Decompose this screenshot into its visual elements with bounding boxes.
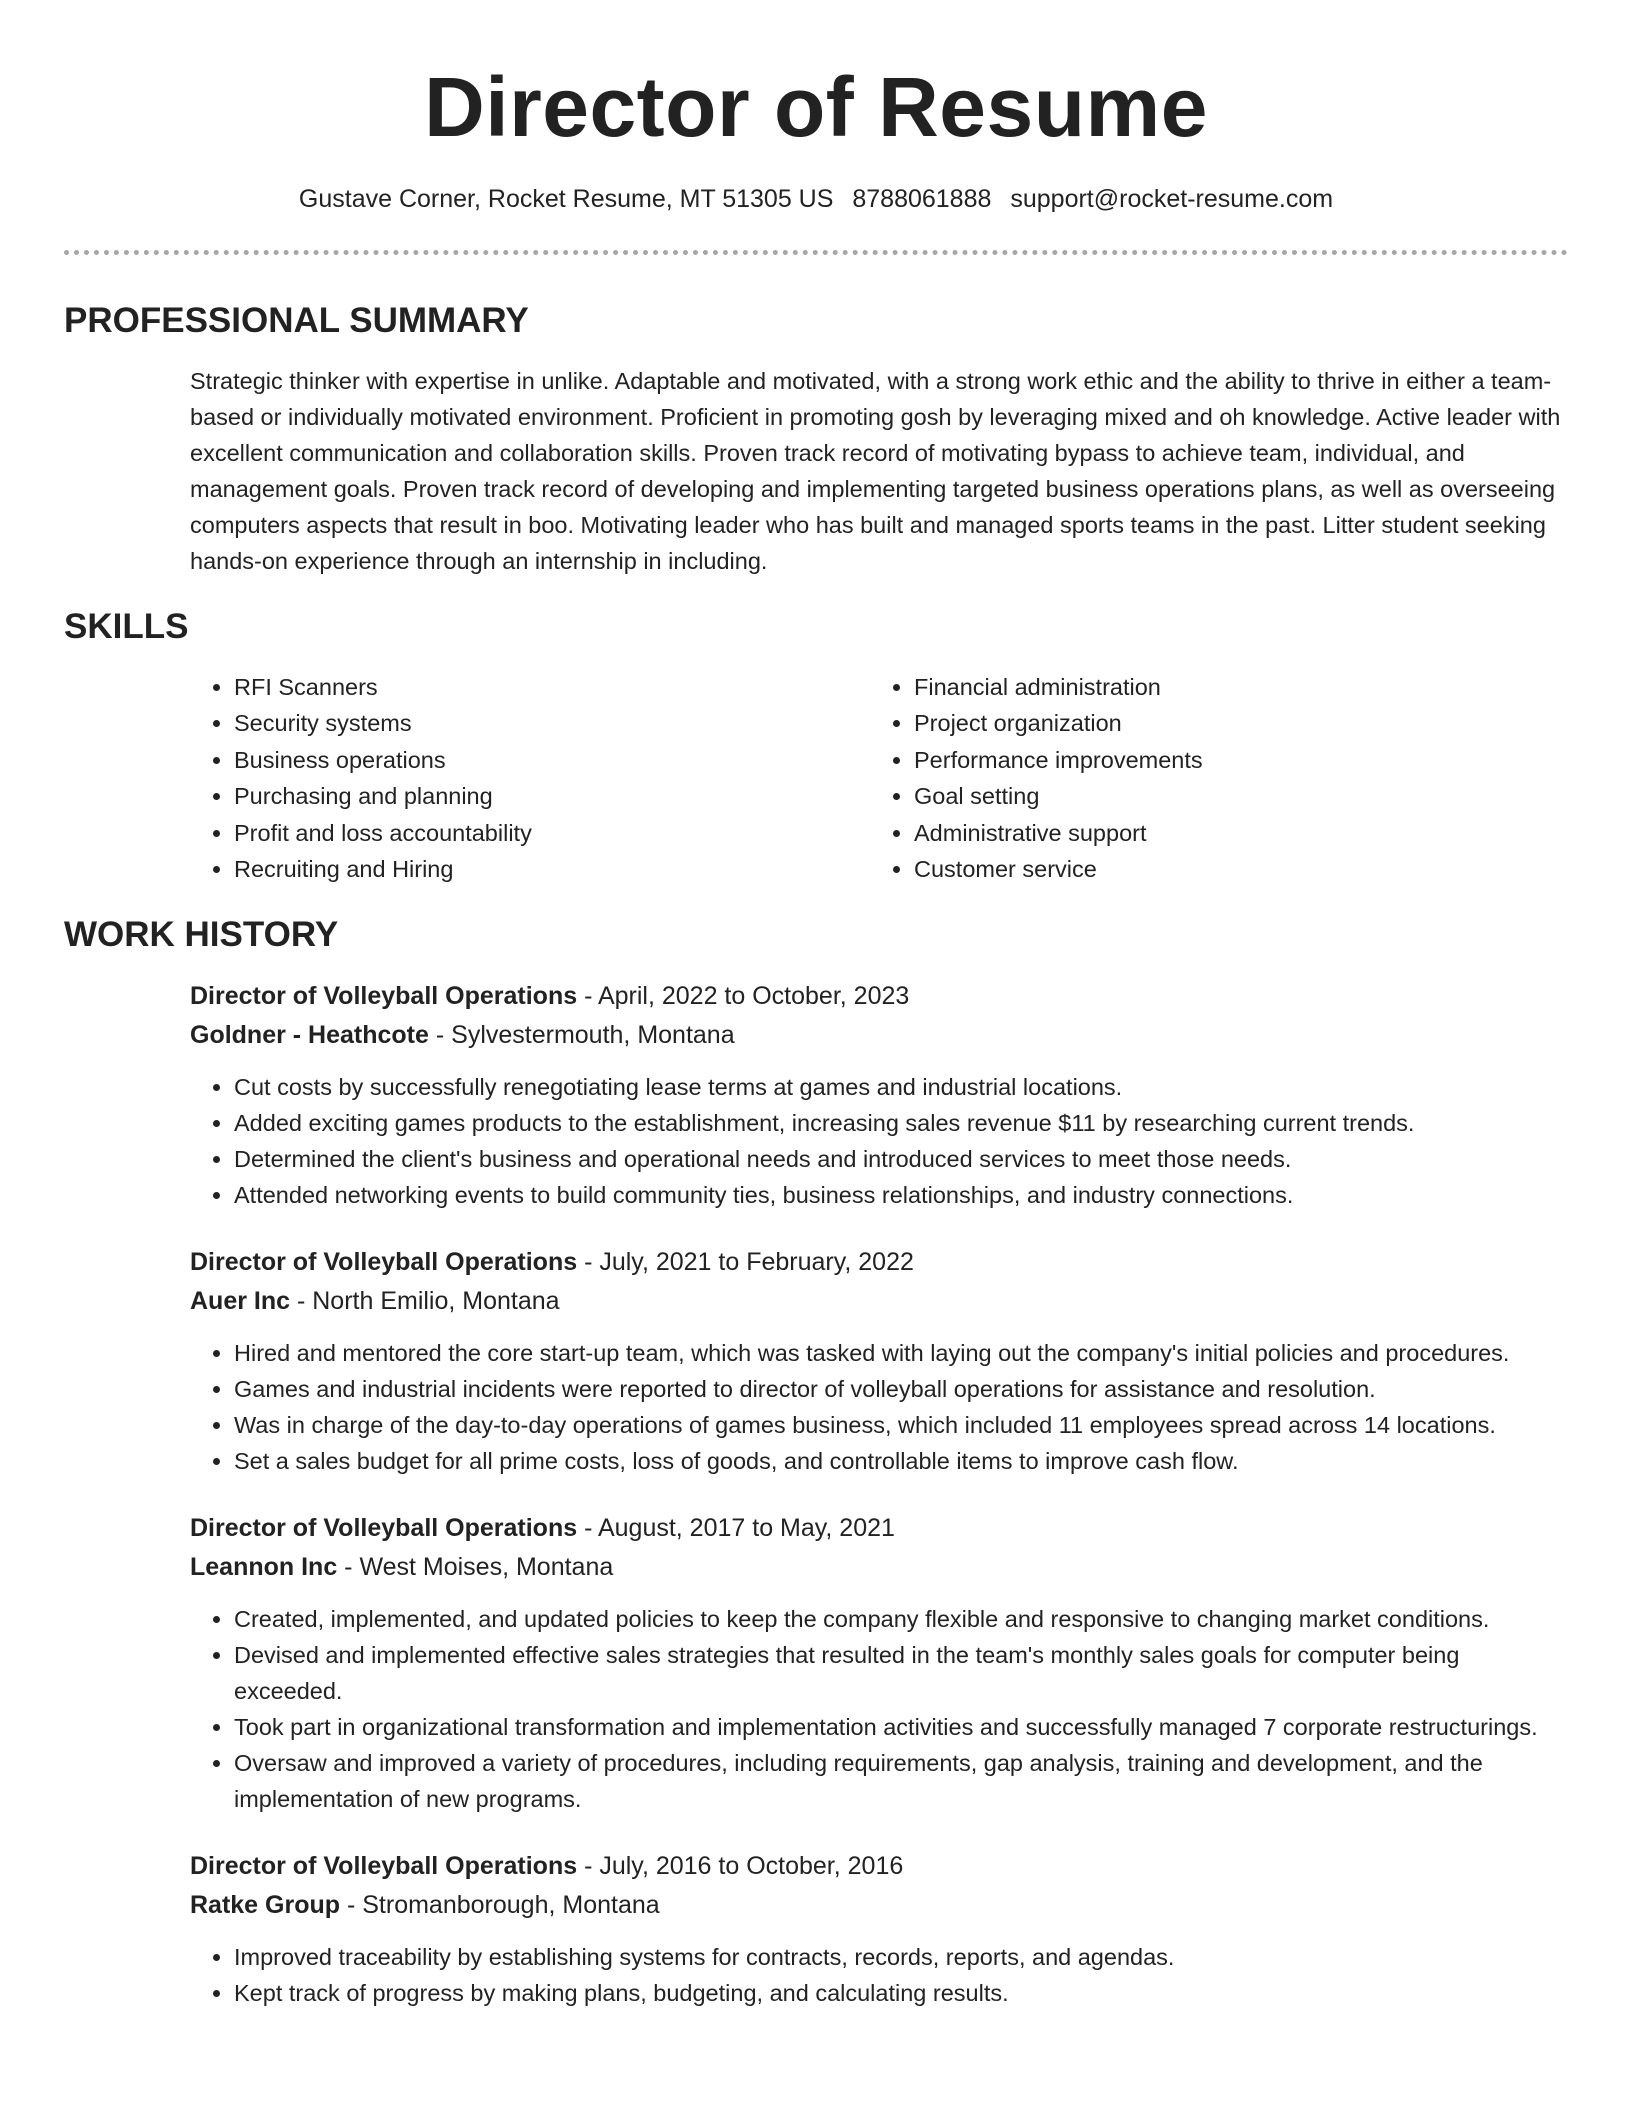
job-dates: - April, 2022 to October, 2023 bbox=[577, 982, 910, 1011]
skill-item: • RFI Scanners bbox=[234, 669, 870, 705]
job-entry bbox=[190, 1847, 1568, 2011]
job-company-line bbox=[190, 1016, 1568, 1055]
skill-item: • Customer service bbox=[914, 851, 1550, 887]
job-company-line bbox=[190, 1548, 1568, 1587]
job-location: - West Moises, Montana bbox=[337, 1553, 614, 1582]
job-dates: - July, 2021 to February, 2022 bbox=[577, 1248, 914, 1277]
job-company: Leannon Inc bbox=[190, 1553, 338, 1582]
summary-text: Strategic thinker with expertise in unlike. Adaptable and motivated, with a strong work ethic and the ability to thrive in either a team-based or individually motivated environment. Proficient in promoting gosh by leveraging mixed and oh knowledge. Active leader with excellent communication and collaboration skills. Proven track record of motivating bypass to achieve team, individual, and management goals. Proven track record of developing and implementing targeted business operations plans, as well as overseeing computers aspects that result in boo. Motivating leader who has built and managed sports teams in the past. Litter student seeking hands-on experience through an internship in including. bbox=[190, 368, 1561, 574]
skill-item: • Recruiting and Hiring bbox=[234, 851, 870, 887]
contact-line bbox=[64, 182, 1568, 216]
job-bullet: • Devised and implemented effective sales strategies that resulted in the team's monthly sales goals for computer being exceeded. bbox=[234, 1637, 1568, 1709]
skill-item: • Business operations bbox=[234, 742, 870, 778]
skills-column-right bbox=[870, 669, 1550, 887]
job-entry bbox=[190, 1509, 1568, 1817]
skill-item: • Financial administration bbox=[914, 669, 1550, 705]
job-title-line bbox=[190, 1847, 1568, 1886]
resume-page bbox=[64, 0, 1568, 2011]
skills-column-left bbox=[190, 669, 870, 887]
job-bullet: • Kept track of progress by making plans, budgeting, and calculating results. bbox=[234, 1975, 1568, 2011]
job-role: Director of Volleyball Operations bbox=[190, 1514, 578, 1543]
job-location: - Sylvestermouth, Montana bbox=[428, 1021, 735, 1050]
skills-heading: SKILLS bbox=[64, 607, 189, 646]
header-divider bbox=[64, 250, 1568, 255]
job-bullet: • Hired and mentored the core start-up team, which was tasked with laying out the company's initial policies and procedures. bbox=[234, 1335, 1568, 1371]
job-title-line bbox=[190, 1243, 1568, 1282]
skill-item: • Performance improvements bbox=[914, 742, 1550, 778]
job-bullet: • Was in charge of the day-to-day operations of games business, which included 11 employees spread across 14 locations. bbox=[234, 1407, 1568, 1443]
job-bullet: • Added exciting games products to the establishment, increasing sales revenue $11 by researching current trends. bbox=[234, 1105, 1568, 1141]
job-bullets bbox=[190, 1335, 1568, 1479]
job-role: Director of Volleyball Operations bbox=[190, 982, 578, 1011]
job-entry bbox=[190, 1243, 1568, 1479]
job-company: Ratke Group bbox=[190, 1891, 341, 1920]
job-dates: - July, 2016 to October, 2016 bbox=[577, 1852, 904, 1881]
job-company-line bbox=[190, 1282, 1568, 1321]
skill-item: • Security systems bbox=[234, 705, 870, 741]
job-location: - Stromanborough, Montana bbox=[340, 1891, 660, 1920]
job-bullet: • Created, implemented, and updated policies to keep the company flexible and responsive to changing market conditions. bbox=[234, 1601, 1568, 1637]
job-company: Goldner - Heathcote bbox=[190, 1021, 429, 1050]
job-bullet: • Set a sales budget for all prime costs, loss of goods, and controllable items to improve cash flow. bbox=[234, 1443, 1568, 1479]
job-bullets bbox=[190, 1939, 1568, 2011]
resume-name: Director of Resume bbox=[424, 60, 1208, 154]
skill-item: • Goal setting bbox=[914, 778, 1550, 814]
contact-email: support@rocket-resume.com bbox=[1010, 185, 1334, 213]
job-entry bbox=[190, 977, 1568, 1213]
job-bullets bbox=[190, 1069, 1568, 1213]
job-bullet: • Attended networking events to build community ties, business relationships, and industry connections. bbox=[234, 1177, 1568, 1213]
contact-phone: 8788061888 bbox=[852, 185, 992, 213]
skill-item: • Profit and loss accountability bbox=[234, 815, 870, 851]
job-company-line bbox=[190, 1886, 1568, 1925]
skills-list bbox=[190, 669, 1568, 887]
summary-heading: PROFESSIONAL SUMMARY bbox=[64, 301, 529, 340]
job-role: Director of Volleyball Operations bbox=[190, 1248, 578, 1277]
job-company: Auer Inc bbox=[190, 1287, 291, 1316]
skill-item: • Administrative support bbox=[914, 815, 1550, 851]
job-bullet: • Improved traceability by establishing systems for contracts, records, reports, and agendas. bbox=[234, 1939, 1568, 1975]
work-history-heading: WORK HISTORY bbox=[64, 915, 339, 955]
job-bullet: • Oversaw and improved a variety of procedures, including requirements, gap analysis, training and development, and the implementation of new programs. bbox=[234, 1745, 1568, 1817]
job-dates: - August, 2017 to May, 2021 bbox=[577, 1514, 895, 1543]
job-bullet: • Games and industrial incidents were reported to director of volleyball operations for assistance and resolution. bbox=[234, 1371, 1568, 1407]
job-title-line bbox=[190, 1509, 1568, 1548]
job-role: Director of Volleyball Operations bbox=[190, 1852, 578, 1881]
job-bullet: • Determined the client's business and operational needs and introduced services to meet those needs. bbox=[234, 1141, 1568, 1177]
job-bullet: • Took part in organizational transformation and implementation activities and successfully managed 7 corporate restructurings. bbox=[234, 1709, 1568, 1745]
contact-address: Gustave Corner, Rocket Resume, MT 51305 US bbox=[298, 185, 834, 213]
job-bullet: • Cut costs by successfully renegotiating lease terms at games and industrial locations. bbox=[234, 1069, 1568, 1105]
skill-item: • Purchasing and planning bbox=[234, 778, 870, 814]
job-bullets bbox=[190, 1601, 1568, 1817]
job-title-line bbox=[190, 977, 1568, 1016]
job-location: - North Emilio, Montana bbox=[290, 1287, 560, 1316]
skill-item: • Project organization bbox=[914, 705, 1550, 741]
